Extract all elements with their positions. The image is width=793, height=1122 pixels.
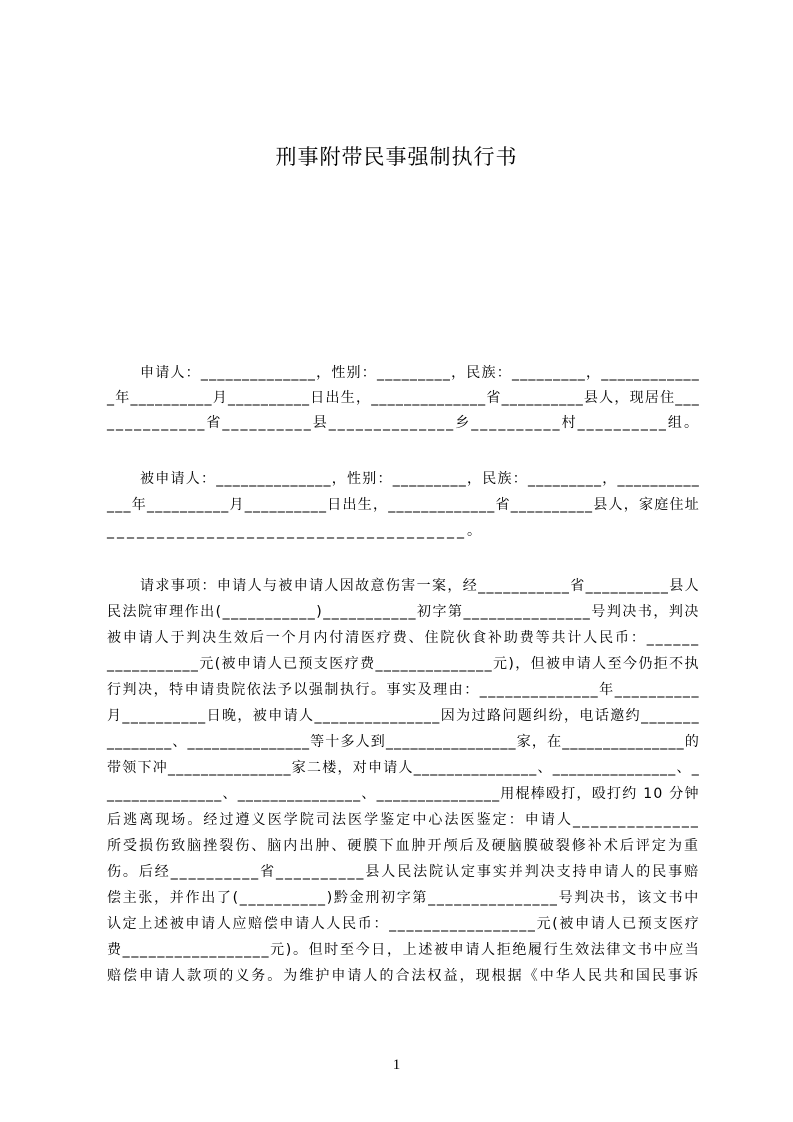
request-line-6: 月__________日晚，被申请人_______________因为过路问题纠纷，电话邀约_______ xyxy=(107,708,700,724)
applicant-line-3: ___________省__________县______________乡__________村__________组。 xyxy=(107,415,700,431)
request-line-11: 所受损伤致脑挫裂伤、脑内出肿、硬膜下血肿开颅后及硬脑膜破裂修补术后评定为重 xyxy=(107,838,700,854)
request-line-5: 行判决，特申请贵院依法予以强制执行。事实及理由：______________年__________ xyxy=(107,682,700,698)
request-line-2: 民法院审理作出(___________)___________初字第_______________号判决书，判决 xyxy=(107,604,700,620)
respondent-line-1: 被申请人：______________，性别：_________，民族：_________，__________ xyxy=(140,471,700,487)
applicant-line-2: _年__________月__________日出生，______________省__________县人，现居住___ xyxy=(107,390,700,406)
request-line-16: 赔偿申请人款项的义务。为维护申请人的合法权益，现根据《中华人民共和国民事诉 xyxy=(107,968,700,984)
document-title: 刑事附带民事强制执行书 xyxy=(275,145,518,169)
request-line-1: 请求事项：申请人与被申请人因故意伤害一案，经___________省__________县人 xyxy=(140,578,700,594)
respondent-line-2: ___年__________月__________日出生，_____________省__________县人，家庭住址 xyxy=(107,497,700,513)
request-line-7: ________、_______________等十多人到________________家，在_______________的 xyxy=(107,734,700,750)
request-line-4: ___________元(被申请人已预支医疗费______________元)，但被申请人至今仍拒不执 xyxy=(107,656,700,672)
request-line-12: 伤。后经__________省__________县人民法院认定事实并判决支持申请人的民事赔 xyxy=(107,864,700,880)
request-line-10: 后逃离现场。经过遵义医学院司法医学鉴定中心法医鉴定：申请人______________ xyxy=(107,812,700,828)
request-line-14: 认定上述被申请人应赔偿申请人人民币：_________________元(被申请人已预支医疗 xyxy=(107,916,701,932)
page-number: 1 xyxy=(392,1057,401,1073)
request-line-8: 带领下冲_______________家二楼，对申请人_______________、_______________、_ xyxy=(107,760,700,776)
request-line-3: 被申请人于判决生效后一个月内付清医疗费、住院伙食补助费等共计人民币：______ xyxy=(107,630,700,646)
request-line-15: 费_________________元)。但时至今日，上述被申请人拒绝履行生效法律文书中应当 xyxy=(107,942,701,958)
applicant-line-1: 申请人：______________，性别：_________，民族：_________，____________ xyxy=(140,365,700,381)
request-line-9: ______________、_______________、_______________用棍棒殴打，殴打约 10 分钟 xyxy=(107,786,700,802)
request-line-13: 偿主张，并作出了(__________)黔金刑初字第_______________号判决书，该文书中 xyxy=(107,890,700,906)
respondent-line-3: ____________________________________。 xyxy=(107,523,484,539)
